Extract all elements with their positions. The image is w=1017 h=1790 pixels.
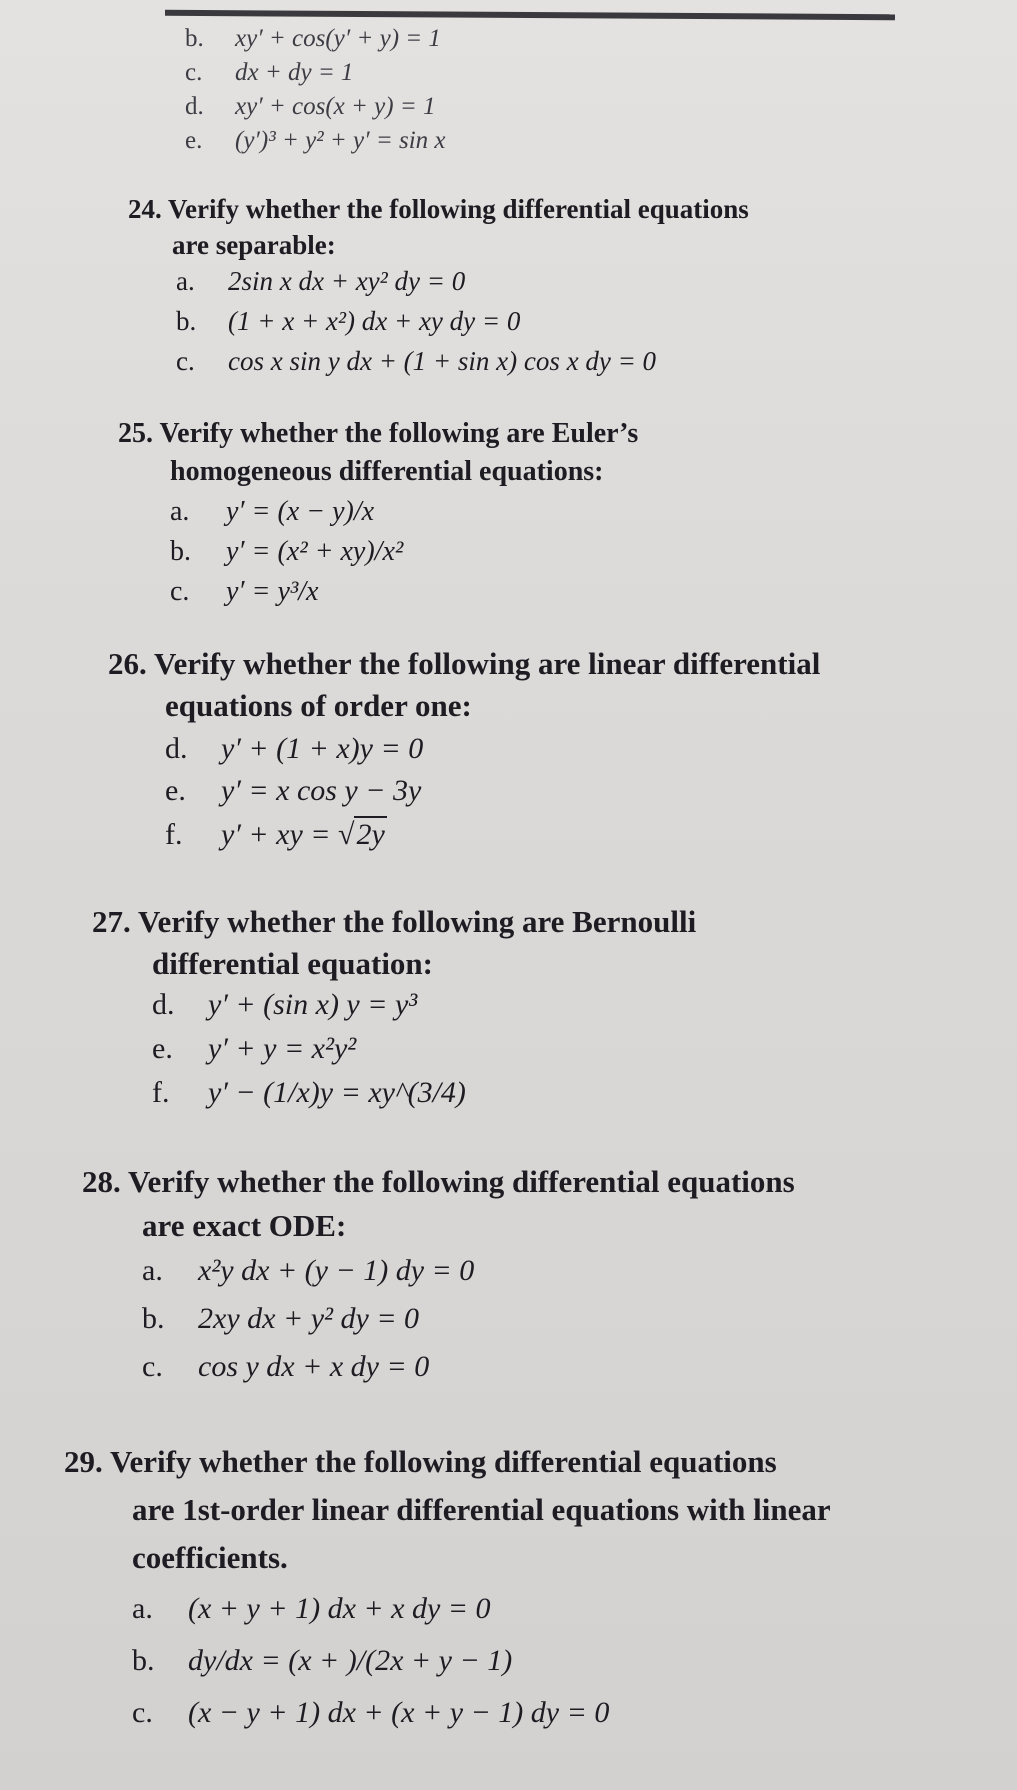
q29-title-cont-2: coefficients. xyxy=(132,1540,288,1575)
q23-item-d: d. xy′ + cos(x + y) = 1 xyxy=(185,93,436,120)
q27-title-cont: differential equation: xyxy=(152,946,433,981)
q26-item-f: f. y′ + xy = √2y xyxy=(165,818,385,851)
q24-item-c: c. cos x sin y dx + (1 + sin x) cos x dy = 0 xyxy=(176,346,657,376)
q29-title-cont: are 1st-order linear differential equations with linear xyxy=(132,1492,831,1527)
q26-item-d: d. y′ + (1 + x)y = 0 xyxy=(165,732,424,765)
q25-item-b: b. y′ = (x² + xy)/x² xyxy=(170,536,404,567)
q27-item-d: d. y′ + (sin x) y = y³ xyxy=(152,988,418,1021)
q29-item-c: c. (x − y + 1) dx + (x + y − 1) dy = 0 xyxy=(132,1696,610,1729)
q27-item-f: f. y′ − (1/x)y = xy^(3/4) xyxy=(152,1076,466,1109)
q28-item-a: a. x²y dx + (y − 1) dy = 0 xyxy=(142,1254,475,1287)
q28-item-c: c. cos y dx + x dy = 0 xyxy=(142,1350,430,1383)
q24-title-cont: are separable: xyxy=(172,230,336,260)
q28-title-cont: are exact ODE: xyxy=(142,1208,347,1243)
top-rule-divider xyxy=(165,10,895,20)
q26-title-cont: equations of order one: xyxy=(165,688,472,723)
q23-item-c: c. dx + dy = 1 xyxy=(185,59,354,86)
q29-title: 29. Verify whether the following differential equations xyxy=(64,1444,777,1479)
q24-item-b: b. (1 + x + x²) dx + xy dy = 0 xyxy=(176,306,521,336)
q24-item-a: a. 2sin x dx + xy² dy = 0 xyxy=(176,266,466,296)
q23-item-e: e. (y′)³ + y² + y′ = sin x xyxy=(185,127,446,154)
q28-title: 28. Verify whether the following differential equations xyxy=(82,1164,795,1199)
q29-item-b: b. dy/dx = (x + )/(2x + y − 1) xyxy=(132,1644,513,1677)
q29-item-a: a. (x + y + 1) dx + x dy = 0 xyxy=(132,1592,491,1625)
q26-item-e: e. y′ = x cos y − 3y xyxy=(165,774,422,807)
q25-title-cont: homogeneous differential equations: xyxy=(170,456,604,487)
q23-item-b: b. xy′ + cos(y′ + y) = 1 xyxy=(185,25,441,52)
q26-title: 26. Verify whether the following are linear differential xyxy=(108,646,821,681)
q25-item-c: c. y′ = y³/x xyxy=(170,576,319,607)
q27-title: 27. Verify whether the following are Bernoulli xyxy=(92,904,697,939)
q25-item-a: a. y′ = (x − y)/x xyxy=(170,496,375,527)
q24-title: 24. Verify whether the following differential equations xyxy=(128,194,749,224)
q27-item-e: e. y′ + y = x²y² xyxy=(152,1032,357,1065)
q28-item-b: b. 2xy dx + y² dy = 0 xyxy=(142,1302,420,1335)
q25-title: 25. Verify whether the following are Euler’s xyxy=(118,418,639,449)
